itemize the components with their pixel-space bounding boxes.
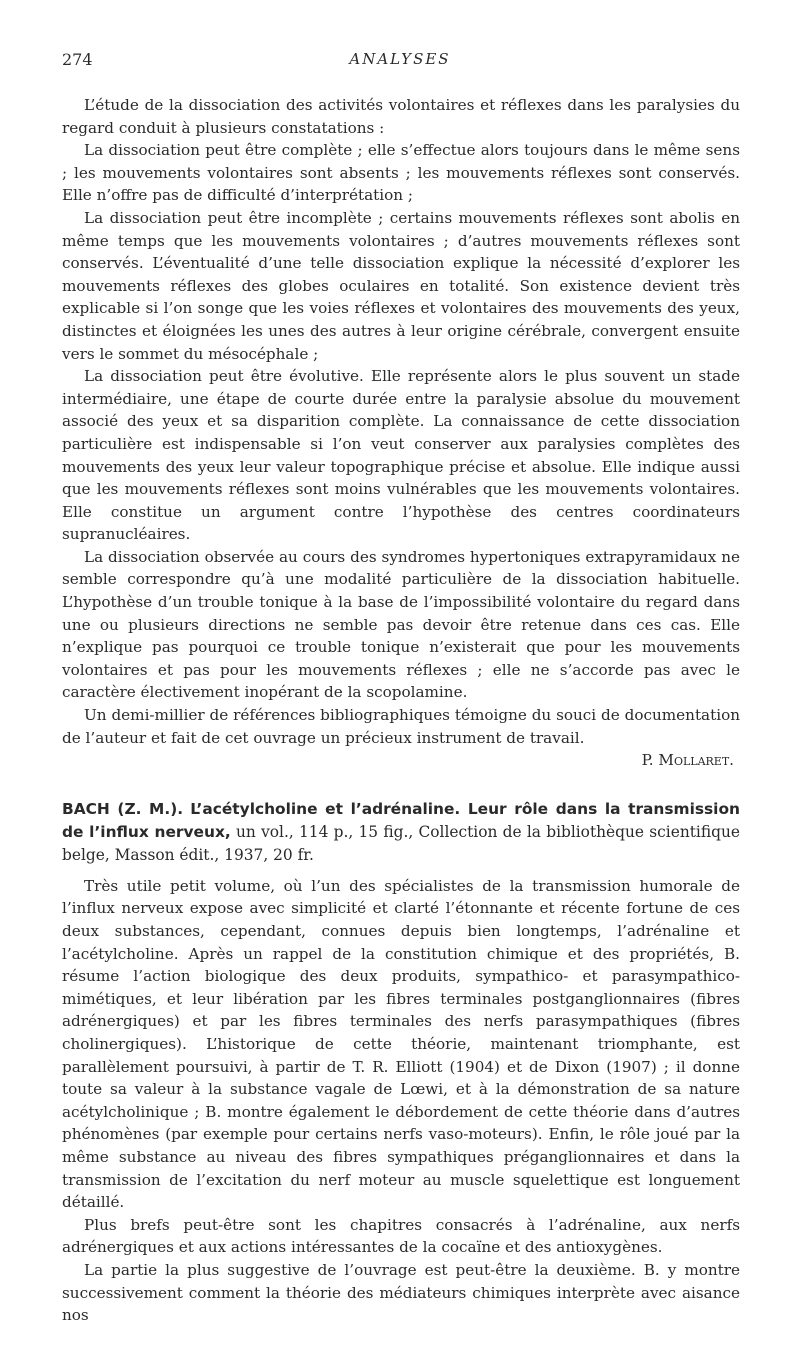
book-title: L’acétylcholine et l’adrénaline. Leur rôle dans la transmission de l’influx nerveux, — [62, 799, 740, 841]
paragraph: L’étude de la dissociation des activités volontaires et réflexes dans les paralysies du regard conduit à plusieurs constatations : — [62, 96, 740, 137]
paragraph: La dissociation peut être incomplète ; certains mouvements réflexes sont abolis en même temps que les mouvements volontaires ; d’autres mouvements réflexes sont conservés. L’éventualité d’une telle dissociation explique la nécessité d’explorer les mouvements réflexes des globes oculaires en totalité. Son existence devient très explicable si l’on songe que les voies réflexes et volontaires des mouvements des yeux, distinctes et éloignées les unes des autres à leur origine cérébrale, convergent ensuite vers le sommet du mésocéphale ; — [62, 208, 740, 363]
paragraph: La dissociation peut être complète ; elle s’effectue alors toujours dans le même sens ; les mouvements volontaires sont absents ; les mouvements réflexes sont conservés. Elle n’offre pas de difficulté d’interprétation ; — [62, 141, 740, 205]
book-details: un vol., 114 p., 15 fig., Collection de la bibliothèque scientifique belge, Masson édit., 1937, 20 fr. — [62, 822, 740, 864]
page-header — [0, 50, 800, 78]
page-number: 274 — [62, 50, 93, 69]
running-title: ANALYSES — [349, 50, 451, 68]
paragraph: Très utile petit volume, où l’un des spécialistes de la transmission humorale de l’influx nerveux expose avec simplicité et clarté l’étonnante et récente fortune de ces deux substances, cependant, connues depuis bien longtemps, l’adrénaline et l’acétylcholine. Après un rappel de la constitution chimique et des propriétés, B. résume l’action biologique des deux produits, sympathico- et parasympathico-mimétiques, et leur libération par les fibres terminales postganglionnaires (fibres adrénergiques) et par les fibres terminales des nerfs parasympathiques (fibres cholinergiques). L’historique de cette théorie, maintenant triomphante, est parallèlement poursuivi, à partir de T. R. Elliott (1904) et de Dixon (1907) ; il donne toute sa valeur à la substance vagale de Lœwi, et à la démonstration de sa nature acétylcholinique ; B. montre également le débordement de cette théorie dans d’autres phénomènes (par exemple pour certains nerfs vaso-moteurs). Enfin, le rôle joué par la même substance au niveau des fibres sympathiques préganglionnaires et dans la transmission de l’excitation du nerf moteur au muscle squelettique est longuement détaillé. — [62, 876, 740, 1212]
book-entry — [62, 798, 740, 867]
paragraph: Un demi-millier de références bibliographiques témoigne du souci de documentation de l’auteur et fait de cet ouvrage un précieux instrument de travail. — [62, 706, 740, 747]
reviewer-signature: P. Mollaret. — [641, 751, 734, 770]
paragraph: La dissociation peut être évolutive. Elle représente alors le plus souvent un stade intermédiaire, une étape de courte durée entre la paralysie absolue du mouvement associé des yeux et sa disparition complète. La connaissance de cette dissociation particulière est indispensable si l’on veut conserver aux paralysies complètes des mouvements des yeux leur valeur topographique précise et absolue. Elle indique aussi que les mouvements réflexes sont moins vulnérables que les mouvements volontaires. Elle constitue un argument contre l’hypothèse des centres coordinateurs supranucléaires. — [62, 367, 740, 544]
paragraph: Plus brefs peut-être sont les chapitres consacrés à l’adrénaline, aux nerfs adrénergiques et aux actions intéressantes de la cocaïne et des antioxygènes. — [62, 1215, 740, 1257]
paragraph: La dissociation observée au cours des syndromes hypertoniques extrapyramidaux ne semble correspondre qu’à une modalité particulière de la dissociation habituelle. L’hypothèse d’un trouble tonique à la base de l’impossibilité volontaire du regard dans une ou plusieurs directions ne semble pas devoir être retenue dans ces cas. Elle n’explique pas pourquoi ce trouble tonique n’existerait que pour les mouvements volontaires et pas pour les mouvements réflexes ; elle ne s’accorde pas avec le caractère électivement inopérant de la scopolamine. — [62, 547, 740, 702]
paragraph: La partie la plus suggestive de l’ouvrage est peut-être la deuxième. B. y montre successivement comment la théorie des médiateurs chimiques interprète avec aisance nos — [62, 1260, 740, 1325]
page-body — [62, 94, 740, 1327]
book-author: BACH (Z. M.). — [62, 799, 184, 818]
